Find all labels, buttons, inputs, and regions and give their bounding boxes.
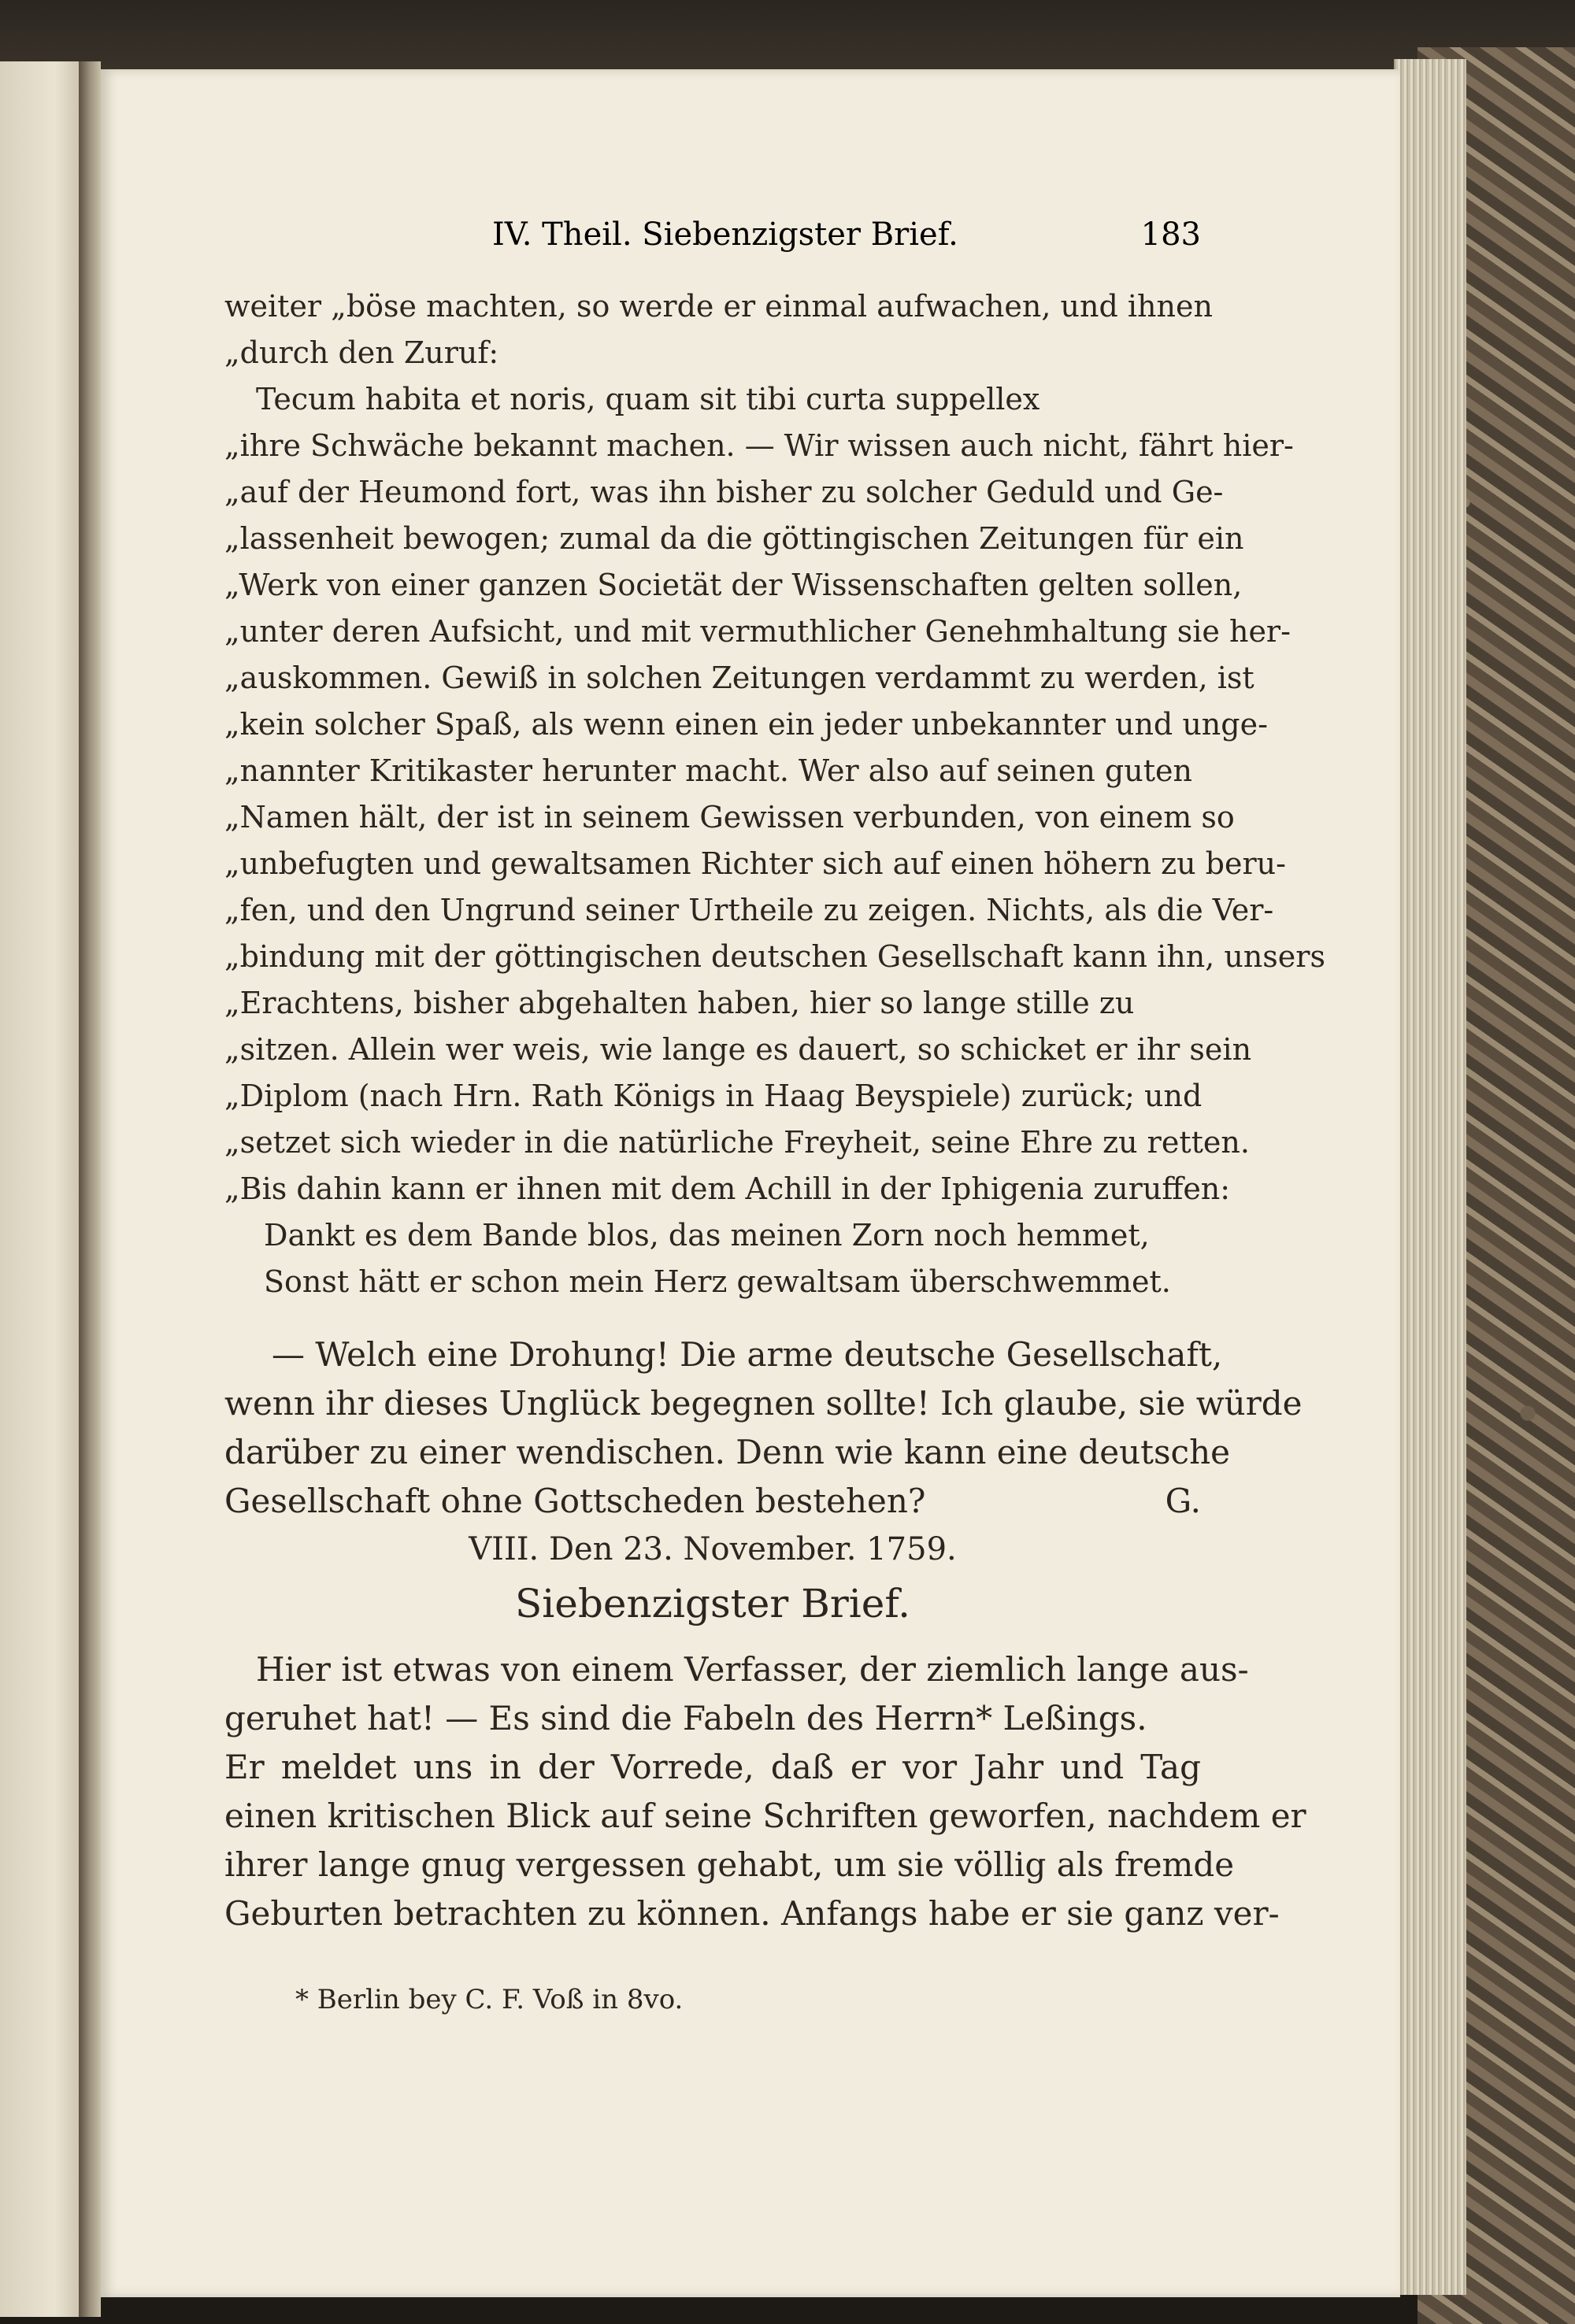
- page-header: [224, 216, 1201, 264]
- text-line: — Welch eine Drohung! Die arme deutsche Gesellschaft,: [272, 1335, 1223, 1374]
- text-line: „unter deren Aufsicht, und mit vermuthlicher Genehmhaltung sie her-: [224, 614, 1291, 649]
- text-line: Hier ist etwas von einem Verfasser, der ziemlich lange aus-: [256, 1650, 1249, 1689]
- text-line: „fen, und den Ungrund seiner Urtheile zu zeigen. Nichts, als die Ver-: [224, 893, 1274, 927]
- text-line: „sitzen. Allein wer weis, wie lange es dauert, so schicket er ihr sein: [224, 1032, 1252, 1067]
- text-line: „Bis dahin kann er ihnen mit dem Achill in der Iphigenia zuruffen:: [224, 1171, 1231, 1206]
- page-number: 183: [1140, 216, 1201, 253]
- text-line: „Erachtens, bisher abgehalten haben, hier so lange stille zu: [224, 986, 1135, 1020]
- text-line: „kein solcher Spaß, als wenn einen ein jeder unbekannter und unge-: [224, 707, 1268, 742]
- paragraph-commentary: [224, 1330, 1303, 1526]
- paragraph-letter: [224, 1645, 1306, 1938]
- text-line: weiter „böse machten, so werde er einmal aufwachen, und ihnen: [224, 289, 1213, 324]
- text-line: Er meldet uns in der Vorrede, daß er vor Jahr und Tag: [224, 1748, 1201, 1786]
- text-line: „durch den Zuruf:: [224, 335, 499, 370]
- backdrop: [0, 0, 1575, 75]
- text-line: „lassenheit bewogen; zumal da die göttingischen Zeitungen für ein: [224, 521, 1244, 556]
- paragraph-quote: [224, 283, 1325, 1305]
- text-line: „Werk von einer ganzen Societät der Wissenschaften gelten sollen,: [224, 568, 1243, 602]
- book-gutter: [79, 61, 101, 2317]
- text-line: ihrer lange gnug vergessen gehabt, um sie völlig als fremde: [224, 1845, 1235, 1884]
- text-line: „Diplom (nach Hrn. Rath Königs in Haag Beyspiele) zurück; und: [224, 1079, 1203, 1113]
- text-line-content: Gesellschaft ohne Gottscheden bestehen?: [224, 1482, 926, 1520]
- text-line: geruhet hat! — Es sind die Fabeln des Herrn* Leßings.: [224, 1699, 1147, 1737]
- text-line: „Namen hält, der ist in seinem Gewissen verbunden, von einem so: [224, 800, 1235, 834]
- page-edges: [1394, 59, 1466, 2295]
- text-line: „unbefugten und gewaltsamen Richter sich auf einen höhern zu beru-: [224, 846, 1286, 881]
- text-line: darüber zu einer wendischen. Denn wie kann eine deutsche: [224, 1433, 1230, 1471]
- text-line: „ihre Schwäche bekannt machen. — Wir wissen auch nicht, fährt hier-: [224, 428, 1294, 463]
- text-line: „setzet sich wieder in die natürliche Freyheit, seine Ehre zu retten.: [224, 1125, 1250, 1160]
- footnote: * Berlin bey C. F. Voß in 8vo.: [295, 1984, 684, 2015]
- text-line: wenn ihr dieses Unglück begegnen sollte! Ich glaube, sie würde: [224, 1384, 1303, 1423]
- poem-line: Sonst hätt er schon mein Herz gewaltsam überschwemmet.: [264, 1264, 1171, 1299]
- letter-title: Siebenzigster Brief.: [515, 1581, 910, 1626]
- signature: G.: [1165, 1482, 1201, 1520]
- text-line: einen kritischen Blick auf seine Schriften geworfen, nachdem er: [224, 1797, 1306, 1835]
- text-line: „nannter Kritikaster herunter macht. Wer also auf seinen guten: [224, 753, 1192, 788]
- facing-page-edge: [0, 61, 81, 2317]
- text-line: Geburten betrachten zu können. Anfangs habe er sie ganz ver-: [224, 1894, 1280, 1933]
- latin-quote: Tecum habita et noris, quam sit tibi curta suppellex: [256, 382, 1040, 416]
- poem-line: Dankt es dem Bande blos, das meinen Zorn noch hemmet,: [264, 1218, 1150, 1253]
- text-line: „auskommen. Gewiß in solchen Zeitungen verdammt zu werden, ist: [224, 661, 1254, 695]
- letter-date: VIII. Den 23. November. 1759.: [469, 1531, 957, 1567]
- text-line: „bindung mit der göttingischen deutschen Gesellschaft kann ihn, unsers: [224, 939, 1325, 974]
- running-title: IV. Theil. Siebenzigster Brief.: [492, 216, 958, 253]
- text-line: [224, 1477, 1201, 1526]
- text-line: „auf der Heumond fort, was ihn bisher zu solcher Geduld und Ge-: [224, 475, 1224, 509]
